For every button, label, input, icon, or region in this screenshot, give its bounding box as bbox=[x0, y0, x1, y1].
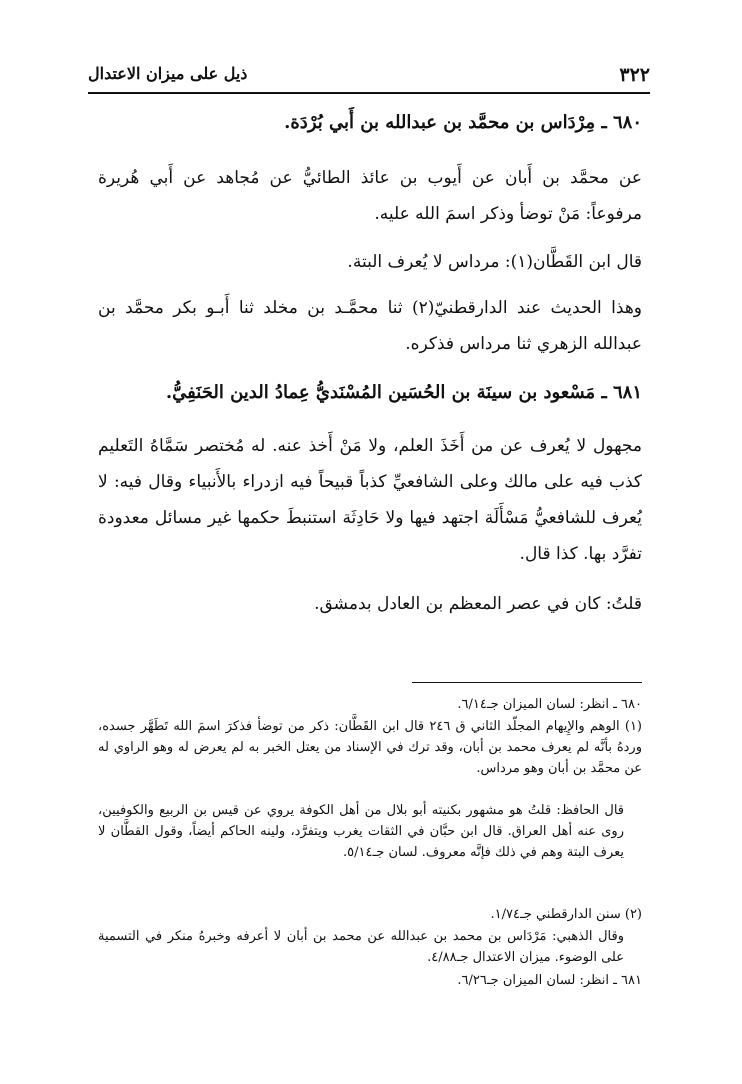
footnote: (١) الوهم والإِيهام المجلّد الثاني ق ٢٤٦ قال ابن القَطَّان: ذكر من توضأ فذكرَ اسمَ الله تَطَهَّر جسده، وردهُ بأنَّه لم يعرف محمد بن أبان، وقد ترك في الإسناد من يعتل الخبر به لم يعرض له وهو الراوي له عن محمَّد بن أبان وهو مرداس. bbox=[98, 719, 642, 776]
entry-681-heading: ٦٨١ ـ مَسْعود بن سينَة بن الحُسَين المُسْنَديُّ عِمادُ الدين الحَنَفِيُّ. bbox=[165, 382, 642, 403]
entry-680-heading: ٦٨٠ ـ مِرْدَاس بن محمَّد بن عبدالله بن أَبي بُرْدَة. bbox=[284, 112, 642, 133]
footnote: قال الحافظ: قلتُ هو مشهور بكنيته أبو بلال من أهل الكوفة يروي عن قيس بن الربيع والكوفيين، روى عنه أهل العراق. قال ابن حبَّان في الثقات يغرب ويتفرَّد، ولينه الحاكم أيضاً، وقول القطَّان لا يعرف البتة وهم في ذلك فإنَّه معروف. لسان جـ٥/١٤. bbox=[98, 803, 624, 860]
footnote: ٦٨١ ـ انظر: لسان الميزان جـ٦/٢٦. bbox=[457, 973, 642, 988]
entry-681-paragraph: مجهول لا يُعرف عن من أَخَذَ العلم، ولا مَنْ أَخذ عنه. له مُختصر سَمَّاهُ التَعليم كذب فيه على مالك وعلى الشافعيِّ كذباً قبيحاً فيه ازدراء بالأَنبياء وقال فيه: لا يُعرف للشافعيُّ مَسْأَلَة اجتهد فيها ولا حَادِثَة استنبطَ حكمها غير مسائل معدودة تفرَّد بها. كذا قال. bbox=[98, 436, 643, 564]
page-header bbox=[88, 64, 650, 90]
entry-680-paragraph: وهذا الحديث عند الدارقطنيّ(٢) ثنا محمَّـد بن مخلد ثنا أَبـو بكر محمَّد بن عبدالله الزهري ثنا مرداس فذكره. bbox=[98, 298, 643, 354]
entry-681-paragraph: قلتُ: كان في عصر المعظم بن العادل بدمشق. bbox=[314, 594, 642, 614]
footnote: وقال الذهبي: مَرْدَاس بن محمد بن عبدالله عن محمد بن أبان لا أعرفه وخبرهُ منكر في التسمية على الوضوء. ميزان الاعتدال جـ٤/٨٨. bbox=[98, 929, 624, 965]
footnote-separator bbox=[412, 682, 642, 683]
header-rule bbox=[88, 92, 650, 94]
entry-680-paragraph: عن محمَّد بن أَبان عن أَيوب بن عائذ الطائيُّ عن مُجاهد عن أَبي هُريرة مرفوعاً: مَنْ توضأ وذكر اسمَ الله عليه. bbox=[98, 168, 642, 224]
running-title: ذيل على ميزان الاعتدال bbox=[88, 64, 248, 83]
footnote: ٦٨٠ ـ انظر: لسان الميزان جـ٦/١٤. bbox=[457, 697, 642, 712]
page-number: ٣٢٢ bbox=[619, 64, 650, 86]
entry-680-paragraph: قال ابن القَطَّان(١): مرداس لا يُعرف البتة. bbox=[347, 252, 642, 272]
footnote: (٢) سنن الدارقطني جـ١/٧٤. bbox=[490, 907, 642, 922]
